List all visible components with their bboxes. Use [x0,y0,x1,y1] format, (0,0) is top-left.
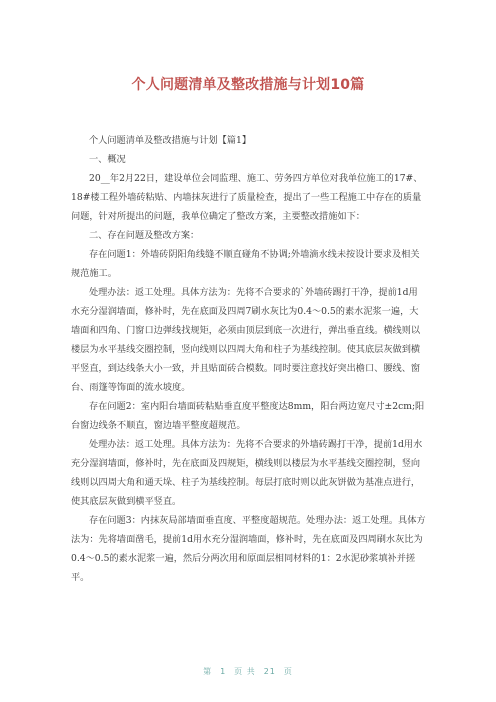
subheading-overview: 一、概况 [89,154,126,165]
paragraph-problem-1: 存在问题1：外墙砖阴阳角线缝不顺直碰角不协调;外墙滴水线未按设计要求及相关规范施工。 [71,249,420,279]
section-heading: 个人问题清单及整改措施与计划【篇1】 [89,135,252,146]
footer-total-pages: 21 [263,667,276,676]
footer-prefix: 第 [203,667,213,676]
paragraph-solution-2: 处理办法：返工处理。具体方法为：先将不合要求的外墙砖踢打干净，提前1d用水充分湿润墙面，修补时，先在底面及四规矩，横线则以楼层为水平基线交圈控制，竖向线则以四周大角和通天垛、柱子为基线控制。每层打底时则以此灰饼做为基准点进行，使其底层灰做到横平竖直。 [71,439,423,507]
footer-suffix: 页 [283,667,293,676]
paragraph-overview: 20__年2月22日，建设单位会同监理、施工、劳务四方单位对我单位施工的17#、18#楼工程外墙砖粘贴、内墙抹灰进行了质量检查，提出了一些工程施工中存在的质量问题，针对所提出的问题，我单位确定了整改方案，主要整改措施如下： [71,173,423,222]
paragraph-problem-3: 存在问题3：内抹灰局部墙面垂直度、平整度超规范。处理办法：返工处理。具体方法为：先将墙面凿毛，提前1d用水充分湿润墙面，修补时，先在底面及四周刷水灰比为0.4～0.5的素水泥浆一遍，然后分两次用和原面层相同材料的1：2水泥砂浆填补并搓平。 [71,515,426,583]
paragraph-problem-2: 存在问题2：室内阳台墙面砖粘贴垂直度平整度达8mm，阳台两边宽尺寸±2cm;阳台窗边线条不顺直，窗边墙平整度超规范。 [71,401,425,431]
paragraph-solution-1: 处理办法：返工处理。具体方法为：先将不合要求的`外墙砖踢打干净，提前1d用水充分湿润墙面，修补时，先在底面及四周7刷水灰比为0.4～0.5的素水泥浆一遍，大墙面和四角、门窗口边弹线找规矩，必须由顶层到底一次进行，弹出垂直线。横线则以楼层为水平基线交圈控制，竖向线则以四周大角和柱子为基线控制。使其底层灰做到横平竖直，到达线条大小一致，并且贴面砖合模数。同时要注意找好突出檐口、腰线、窗台、雨篷等饰面的流水坡度。 [71,287,421,393]
document-body [71,131,426,587]
footer-page-number: 1 [220,667,227,676]
subheading-problems: 二、存在问题及整改方案： [89,230,200,241]
footer-middle: 页 共 [234,667,256,676]
document-title: 个人问题清单及整改措施与计划10篇 [131,77,365,93]
page-footer [0,666,496,677]
